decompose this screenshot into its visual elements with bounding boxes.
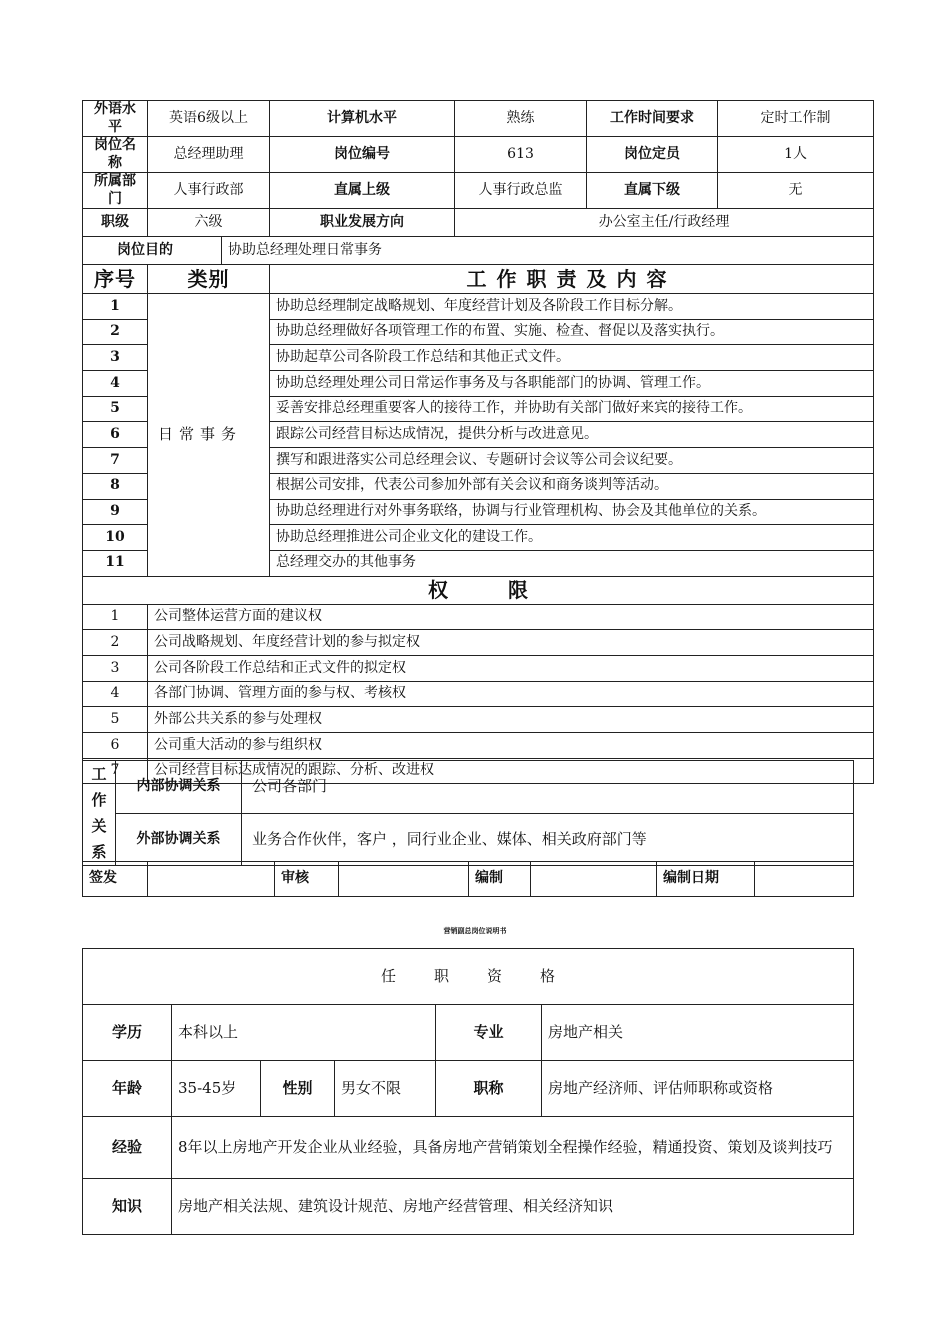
authority-text: 公司经营目标达成情况的跟踪、分析、改进权 [148,758,874,784]
authority-text: 公司各阶段工作总结和正式文件的拟定权 [148,655,874,681]
authority-no: 4 [83,681,148,707]
education-label: 学历 [83,1005,172,1061]
qualifications-title: 任职资格 [83,949,854,1005]
review-field [339,862,469,897]
authority-text: 公司重大活动的参与组织权 [148,733,874,759]
compile-label: 编制 [469,862,531,897]
duty-no: 3 [83,345,148,371]
authority-no: 2 [83,630,148,656]
duty-text: 妥善安排总经理重要客人的接待工作，并协助有关部门做好来宾的接待工作。 [270,396,874,422]
qualifications-table [82,948,854,1235]
duty-text: 协助起草公司各阶段工作总结和其他正式文件。 [270,345,874,371]
grade-label: 职级 [83,209,148,237]
subordinate-label: 直属下级 [587,173,718,209]
duty-no: 1 [83,294,148,320]
position-code-value: 613 [455,137,587,173]
authority-no: 1 [83,604,148,630]
foreign-language-label: 外语水平 [83,101,148,137]
job-description-table [82,100,874,784]
duty-text: 协助总经理处理公司日常运作事务及与各职能部门的协调、管理工作。 [270,371,874,397]
subordinate-value: 无 [718,173,874,209]
authority-no: 6 [83,733,148,759]
major-label: 专业 [436,1005,542,1061]
col-content-header: 工作职责及内容 [270,265,874,294]
authority-text: 公司整体运营方面的建议权 [148,604,874,630]
department-label: 所属部门 [83,173,148,209]
authority-no: 3 [83,655,148,681]
duty-no: 4 [83,371,148,397]
position-name-label: 岗位名称 [83,137,148,173]
authority-text: 外部公共关系的参与处理权 [148,707,874,733]
knowledge-value: 房地产相关法规、建筑设计规范、房地产经营管理、相关经济知识 [172,1179,854,1235]
external-relation-value: 业务合作伙伴，客户 ，同行业企业、媒体、相关政府部门等 [242,813,854,866]
gender-value: 男女不限 [335,1061,436,1117]
title-value: 房地产经济师、评估师职称或资格 [542,1061,854,1117]
page-caption: 营销副总岗位说明书 [443,927,507,935]
authority-no: 7 [83,758,148,784]
grade-value: 六级 [148,209,270,237]
signoff-table [82,861,854,897]
computer-label: 计算机水平 [270,101,455,137]
duty-text: 协助总经理推进公司企业文化的建设工作。 [270,525,874,551]
col-no-header: 序号 [83,265,148,294]
duty-no: 9 [83,499,148,525]
superior-label: 直属上级 [270,173,455,209]
authority-text: 各部门协调、管理方面的参与权、考核权 [148,681,874,707]
duty-no: 11 [83,550,148,576]
internal-relation-label: 内部协调关系 [116,761,242,814]
compile-field [531,862,657,897]
date-label: 编制日期 [657,862,755,897]
duty-text: 总经理交办的其他事务 [270,550,874,576]
position-name-value: 总经理助理 [148,137,270,173]
computer-value: 熟练 [455,101,587,137]
duty-no: 5 [83,396,148,422]
sign-label: 签发 [83,862,148,897]
authority-text: 公司战略规划、年度经营计划的参与拟定权 [148,630,874,656]
duty-text: 跟踪公司经营目标达成情况，提供分析与改进意见。 [270,422,874,448]
age-value: 35-45岁 [172,1061,261,1117]
internal-relation-value: 公司各部门 [242,761,854,814]
position-code-label: 岗位编号 [270,137,455,173]
foreign-language-value: 英语6级以上 [148,101,270,137]
work-time-label: 工作时间要求 [587,101,718,137]
duty-text: 协助总经理制定战略规划、年度经营计划及各阶段工作目标分解。 [270,294,874,320]
duty-text: 根据公司安排，代表公司参加外部有关会议和商务谈判等活动。 [270,473,874,499]
department-value: 人事行政部 [148,173,270,209]
experience-label: 经验 [83,1117,172,1179]
duty-no: 6 [83,422,148,448]
age-label: 年龄 [83,1061,172,1117]
external-relation-label: 外部协调关系 [116,813,242,866]
authority-no: 5 [83,707,148,733]
education-value: 本科以上 [172,1005,436,1061]
relations-label: 工作关系 [83,761,116,866]
gender-label: 性别 [261,1061,335,1117]
purpose-label: 岗位目的 [83,237,222,265]
duty-no: 10 [83,525,148,551]
major-value: 房地产相关 [542,1005,854,1061]
date-field [755,862,854,897]
duty-text: 撰写和跟进落实公司总经理会议、专题研讨会议等公司会议纪要。 [270,448,874,474]
review-label: 审核 [275,862,339,897]
col-category-header: 类别 [148,265,270,294]
knowledge-label: 知识 [83,1179,172,1235]
headcount-value: 1人 [718,137,874,173]
experience-value: 8年以上房地产开发企业从业经验，具备房地产营销策划全程操作经验，精通投资、策划及谈判技巧 [172,1117,854,1179]
purpose-value: 协助总经理处理日常事务 [222,237,874,265]
duty-category: 日常事务 [148,294,270,577]
authority-title: 权限 [83,576,874,604]
duty-no: 7 [83,448,148,474]
duty-text: 协助总经理做好各项管理工作的布置、实施、检查、督促以及落实执行。 [270,319,874,345]
work-time-value: 定时工作制 [718,101,874,137]
superior-value: 人事行政总监 [455,173,587,209]
duty-no: 8 [83,473,148,499]
duty-no: 2 [83,319,148,345]
relations-table [82,760,854,866]
duty-text: 协助总经理进行对外事务联络，协调与行业管理机构、协会及其他单位的关系。 [270,499,874,525]
headcount-label: 岗位定员 [587,137,718,173]
sign-field [148,862,275,897]
career-label: 职业发展方向 [270,209,455,237]
title-label: 职称 [436,1061,542,1117]
career-value: 办公室主任/行政经理 [455,209,874,237]
